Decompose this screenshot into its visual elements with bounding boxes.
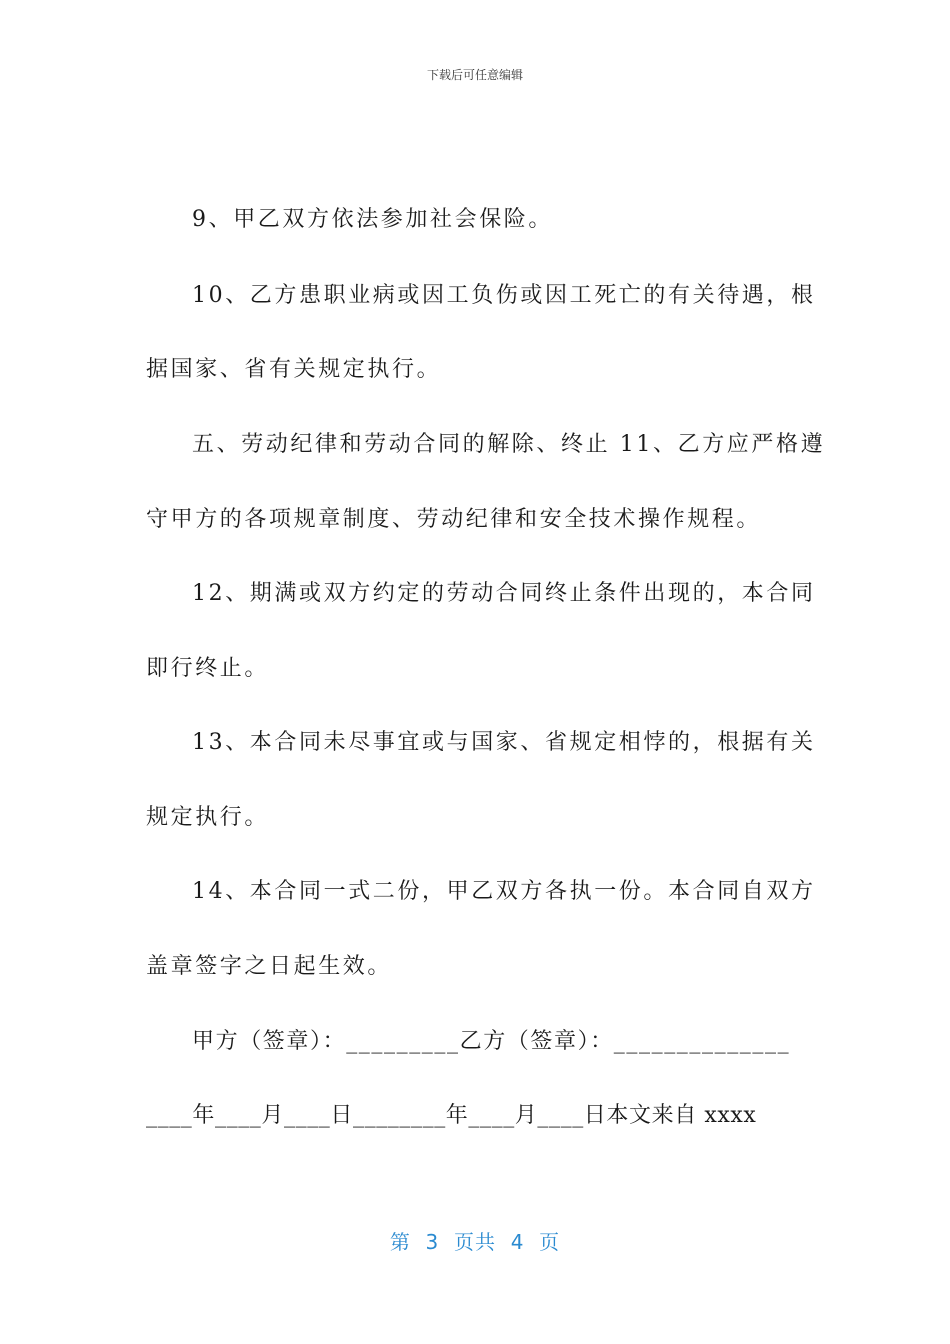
paragraph-10-line-2: 据国家、省有关规定执行。 bbox=[146, 357, 442, 382]
paragraph-14-line-2: 盖章签字之日起生效。 bbox=[146, 954, 393, 979]
paragraph-12-line-2: 即行终止。 bbox=[146, 656, 270, 681]
page-header: 下载后可任意编辑 bbox=[426, 68, 523, 82]
date-line: ____年____月____日________年____月____日本文来自 xxxx bbox=[146, 1103, 757, 1128]
paragraph-13-line-2: 规定执行。 bbox=[146, 805, 270, 830]
section-5-line-1: 五、劳动纪律和劳动合同的解除、终止 11、乙方应严格遵 bbox=[192, 432, 826, 457]
paragraph-13-line-1: 13、本合同未尽事宜或与国家、省规定相悖的，根据有关 bbox=[192, 730, 816, 755]
page-number-footer: 第 3 页共 4 页 bbox=[389, 1230, 561, 1254]
paragraph-10-line-1: 10、乙方患职业病或因工负伤或因工死亡的有关待遇，根 bbox=[192, 283, 816, 308]
signature-line: 甲方（签章）：_________乙方（签章）：______________ bbox=[192, 1029, 791, 1054]
paragraph-14-line-1: 14、本合同一式二份，甲乙双方各执一份。本合同自双方 bbox=[192, 879, 816, 904]
section-5-line-2: 守甲方的各项规章制度、劳动纪律和安全技术操作规程。 bbox=[146, 507, 762, 532]
paragraph-12-line-1: 12、期满或双方约定的劳动合同终止条件出现的，本合同 bbox=[192, 581, 816, 606]
paragraph-9: 9、甲乙双方依法参加社会保险。 bbox=[192, 207, 553, 232]
